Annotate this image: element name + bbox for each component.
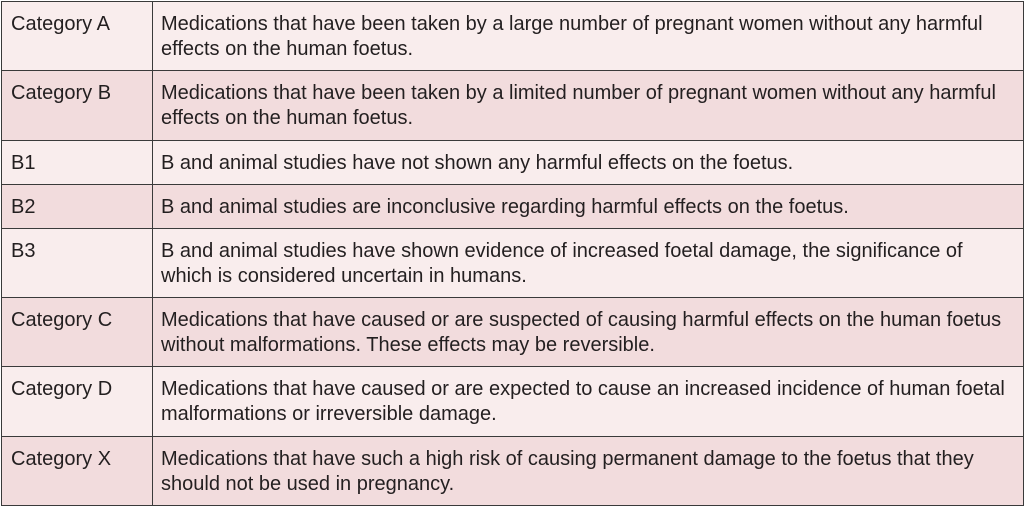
category-cell: Category B (2, 71, 153, 140)
table-row-b2 (2, 184, 1024, 228)
description-cell: Medications that have caused or are expected to cause an increased incidence of human foetal malformations or irreversible damage. (153, 367, 1024, 436)
table-row-b3 (2, 228, 1024, 297)
description-cell: B and animal studies are inconclusive regarding harmful effects on the foetus. (153, 184, 1024, 228)
category-cell: B2 (2, 184, 153, 228)
category-cell: Category A (2, 2, 153, 71)
description-cell: Medications that have caused or are suspected of causing harmful effects on the human foetus without malformations. These effects may be reversible. (153, 298, 1024, 367)
category-cell: B3 (2, 228, 153, 297)
table-row-category-d (2, 367, 1024, 436)
table-row-b1 (2, 140, 1024, 184)
category-cell: Category D (2, 367, 153, 436)
description-cell: B and animal studies have shown evidence of increased foetal damage, the significance of which is considered uncertain in humans. (153, 228, 1024, 297)
description-cell: Medications that have been taken by a large number of pregnant women without any harmful effects on the human foetus. (153, 2, 1024, 71)
description-cell: Medications that have such a high risk of causing permanent damage to the foetus that they should not be used in pregnancy. (153, 436, 1024, 505)
description-cell: B and animal studies have not shown any harmful effects on the foetus. (153, 140, 1024, 184)
table-row-category-c (2, 298, 1024, 367)
pregnancy-category-table (1, 1, 1024, 506)
category-cell: Category X (2, 436, 153, 505)
category-cell: Category C (2, 298, 153, 367)
table-row-category-b (2, 71, 1024, 140)
description-cell: Medications that have been taken by a limited number of pregnant women without any harmful effects on the human foetus. (153, 71, 1024, 140)
table-row-category-a (2, 2, 1024, 71)
table-row-category-x (2, 436, 1024, 505)
category-cell: B1 (2, 140, 153, 184)
